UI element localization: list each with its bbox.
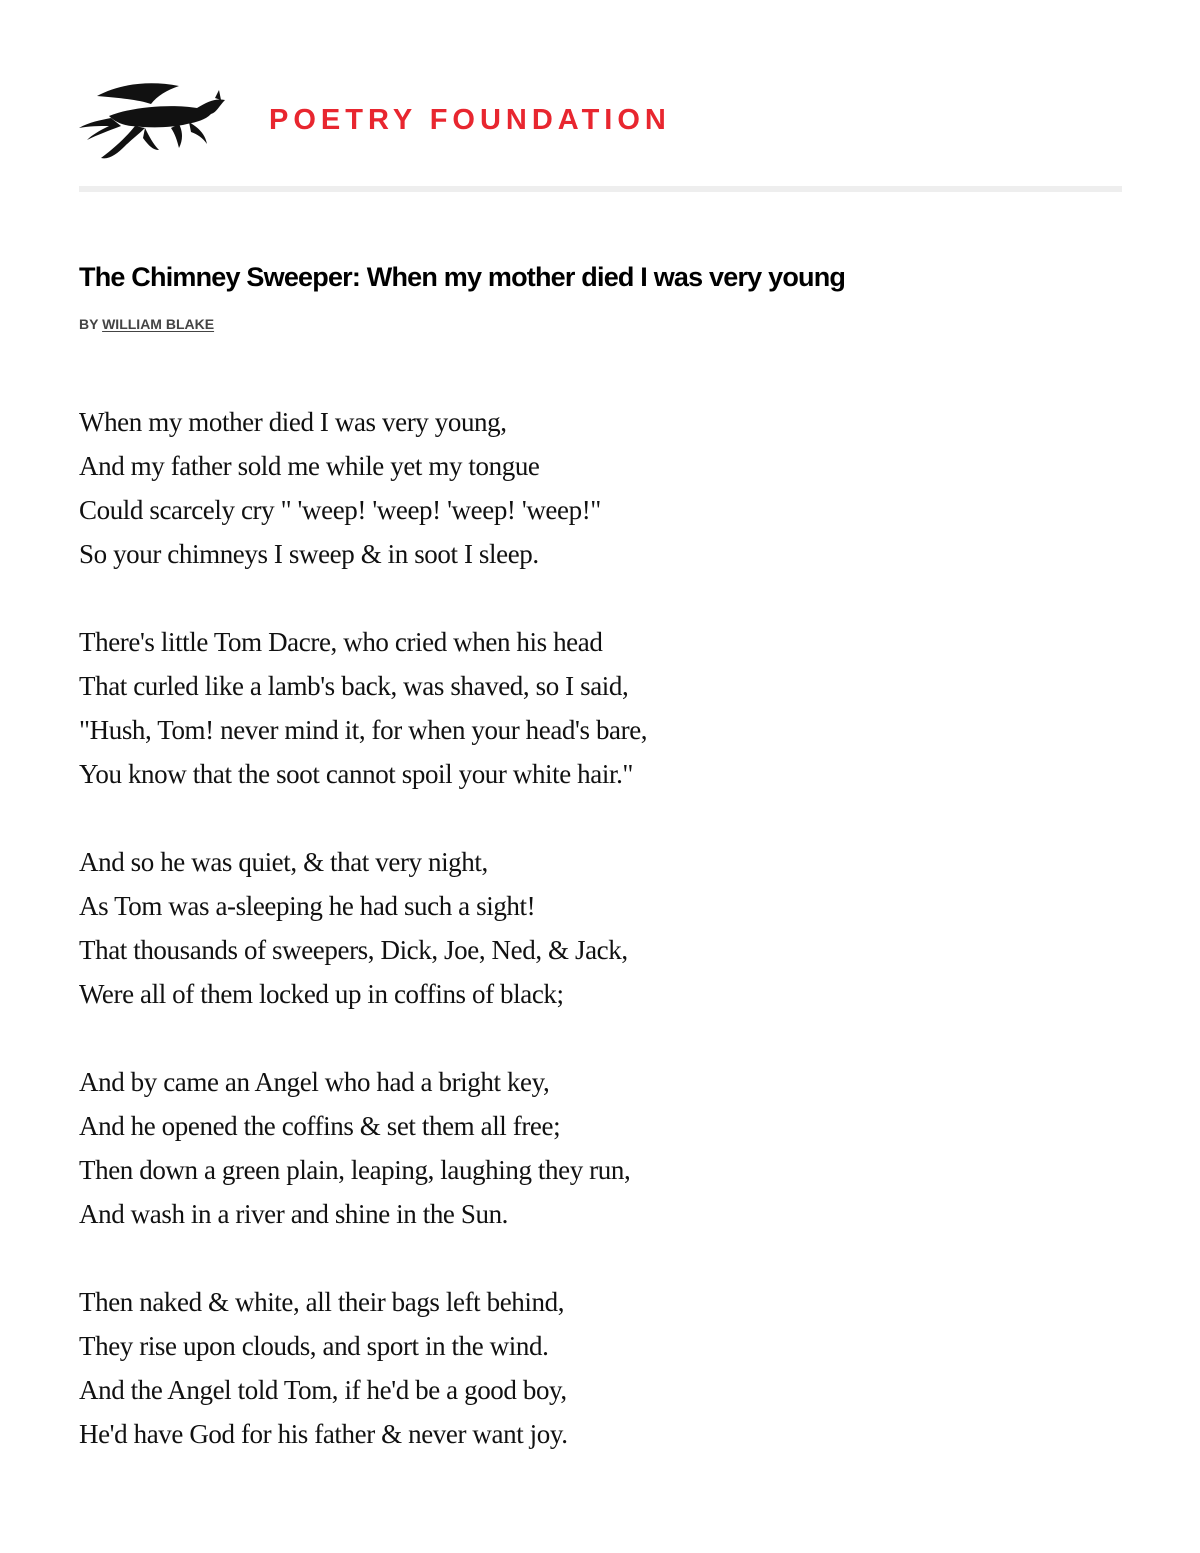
- byline-prefix: BY: [79, 316, 99, 332]
- poem-line: When my mother died I was very young,: [79, 407, 507, 437]
- poem-line: Were all of them locked up in coffins of black;: [79, 979, 564, 1009]
- poem-line: There's little Tom Dacre, who cried when his head: [79, 627, 603, 657]
- poem-line: You know that the soot cannot spoil your white hair.": [79, 759, 634, 789]
- brand-name[interactable]: POETRY FOUNDATION: [269, 104, 671, 136]
- author-link[interactable]: WILLIAM BLAKE: [102, 316, 215, 332]
- poem-line: And he opened the coffins & set them all free;: [79, 1111, 561, 1141]
- poem-line: Then naked & white, all their bags left behind,: [79, 1287, 565, 1317]
- poem-line: That curled like a lamb's back, was shaved, so I said,: [79, 671, 629, 701]
- header-divider: [79, 186, 1122, 192]
- poem-line: As Tom was a-sleeping he had such a sight!: [79, 891, 536, 921]
- stanza: [79, 400, 1122, 576]
- stanza: [79, 1060, 1122, 1236]
- poem-line: Could scarcely cry " 'weep! 'weep! 'weep! 'weep!": [79, 495, 601, 525]
- poem-line: And the Angel told Tom, if he'd be a good boy,: [79, 1375, 567, 1405]
- pegasus-logo-icon[interactable]: [79, 76, 229, 166]
- poem-line: They rise upon clouds, and sport in the wind.: [79, 1331, 549, 1361]
- poem-line: And by came an Angel who had a bright key,: [79, 1067, 550, 1097]
- site-header: [79, 70, 1122, 170]
- byline: [79, 316, 214, 332]
- poem-line: "Hush, Tom! never mind it, for when your head's bare,: [79, 715, 648, 745]
- poem-line: He'd have God for his father & never want joy.: [79, 1419, 568, 1449]
- poem-title: The Chimney Sweeper: When my mother died I was very young: [79, 262, 846, 292]
- poem-line: And so he was quiet, & that very night,: [79, 847, 488, 877]
- poem-line: So your chimneys I sweep & in soot I sleep.: [79, 539, 539, 569]
- poem-body: [79, 400, 1122, 1500]
- poem-line: That thousands of sweepers, Dick, Joe, Ned, & Jack,: [79, 935, 628, 965]
- poem-line: And wash in a river and shine in the Sun.: [79, 1199, 509, 1229]
- stanza: [79, 620, 1122, 796]
- poem-line: Then down a green plain, leaping, laughing they run,: [79, 1155, 631, 1185]
- stanza: [79, 840, 1122, 1016]
- poem-line: And my father sold me while yet my tongue: [79, 451, 540, 481]
- stanza: [79, 1280, 1122, 1456]
